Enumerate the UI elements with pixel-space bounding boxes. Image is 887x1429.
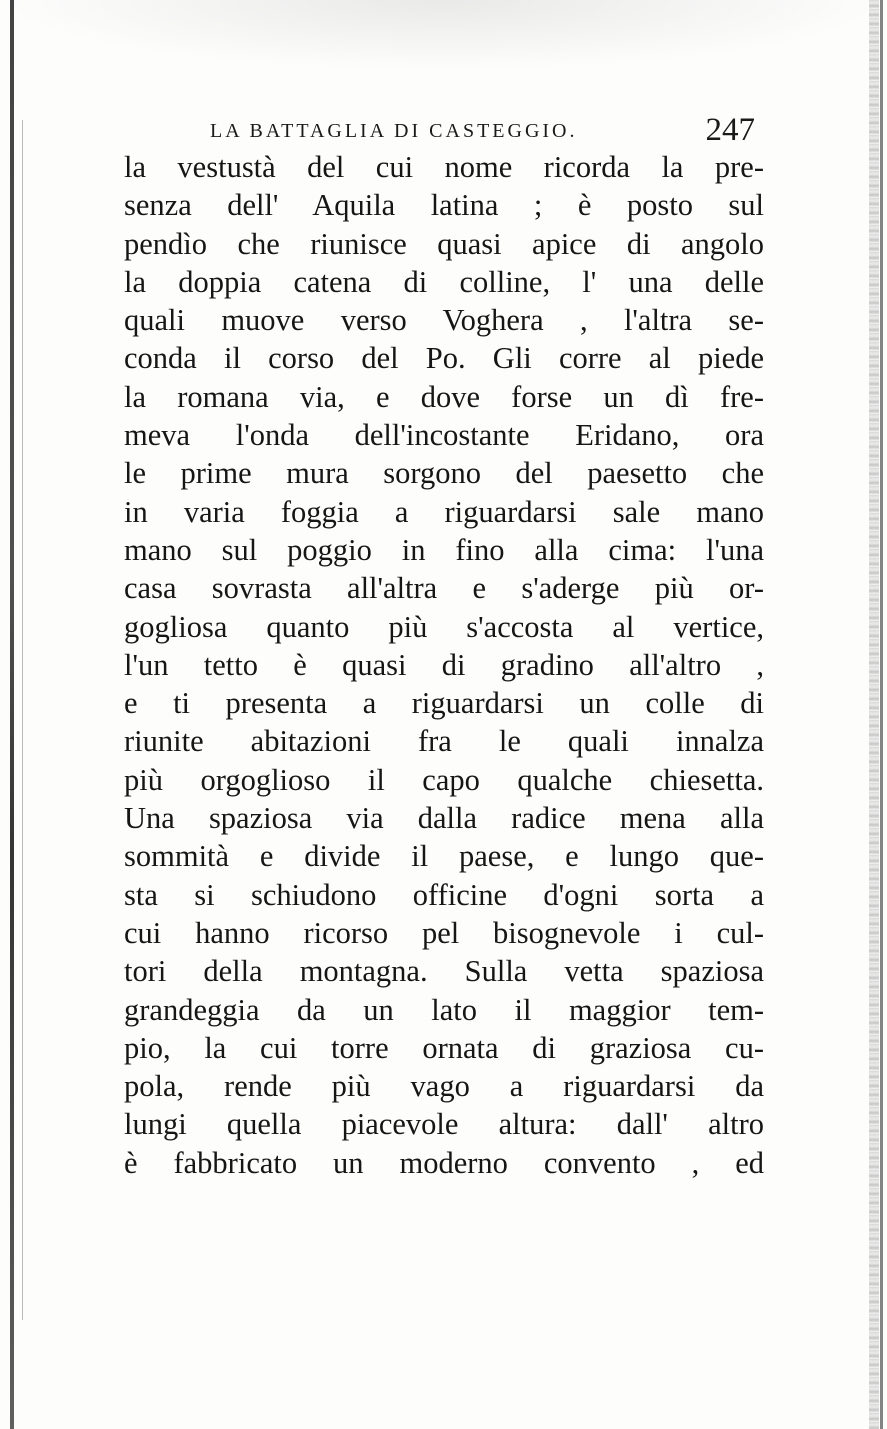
text-line: quali muove verso Voghera , l'altra se- <box>124 303 764 338</box>
text-line: tori della montagna. Sulla vetta spaziosa <box>124 954 764 989</box>
text-line: la vestustà del cui nome ricorda la pre- <box>124 150 764 184</box>
text-line: la romana via, e dove forse un dì fre- <box>124 379 764 414</box>
text-line: cui hanno ricorso pel bisognevole i cul- <box>124 915 764 950</box>
text-line: casa sovrasta all'altra e s'aderge più or- <box>124 571 764 606</box>
binding-edge <box>10 0 14 1429</box>
text-line: lungi quella piacevole altura: dall' altro <box>124 1107 764 1142</box>
text-line: pendìo che riunisce quasi apice di angolo <box>124 226 764 261</box>
text-line: riunite abitazioni fra le quali innalza <box>124 724 764 759</box>
text-line: meva l'onda dell'incostante Eridano, ora <box>124 418 764 453</box>
running-head <box>210 112 755 152</box>
text-line: senza dell' Aquila latina ; è posto sul <box>124 188 764 223</box>
text-line: mano sul poggio in fino alla cima: l'una <box>124 532 764 567</box>
text-line: e ti presenta a riguardarsi un colle di <box>124 686 764 721</box>
text-line: pio, la cui torre ornata di graziosa cu- <box>124 1030 764 1065</box>
text-line: sommità e divide il paese, e lungo que- <box>124 839 764 874</box>
text-line: in varia foggia a riguardarsi sale mano <box>124 494 764 529</box>
text-line: grandeggia da un lato il maggior tem- <box>124 992 764 1027</box>
page-stain <box>0 0 887 70</box>
text-line: pola, rende più vago a riguardarsi da <box>124 1069 764 1104</box>
text-line: Una spaziosa via dalla radice mena alla <box>124 801 764 836</box>
text-line: gogliosa quanto più s'accosta al vertice, <box>124 609 764 644</box>
text-line: l'un tetto è quasi di gradino all'altro , <box>124 647 764 682</box>
text-line: più orgoglioso il capo qualche chiesetta. <box>124 762 764 797</box>
page-edge-shadow <box>880 0 883 1429</box>
text-line: è fabbricato un moderno convento , ed <box>124 1145 764 1180</box>
text-line: conda il corso del Po. Gli corre al piede <box>124 341 764 376</box>
text-line: la doppia catena di colline, l' una delle <box>124 264 764 299</box>
text-line: sta si schiudono officine d'ogni sorta a <box>124 877 764 912</box>
text-line: le prime mura sorgono del paesetto che <box>124 456 764 491</box>
running-title: LA BATTAGLIA DI CASTEGGIO. <box>210 120 578 142</box>
body-text <box>124 148 764 1182</box>
page-number: 247 <box>705 112 755 148</box>
binding-shadow <box>22 120 23 1320</box>
page-edge <box>869 0 879 1429</box>
